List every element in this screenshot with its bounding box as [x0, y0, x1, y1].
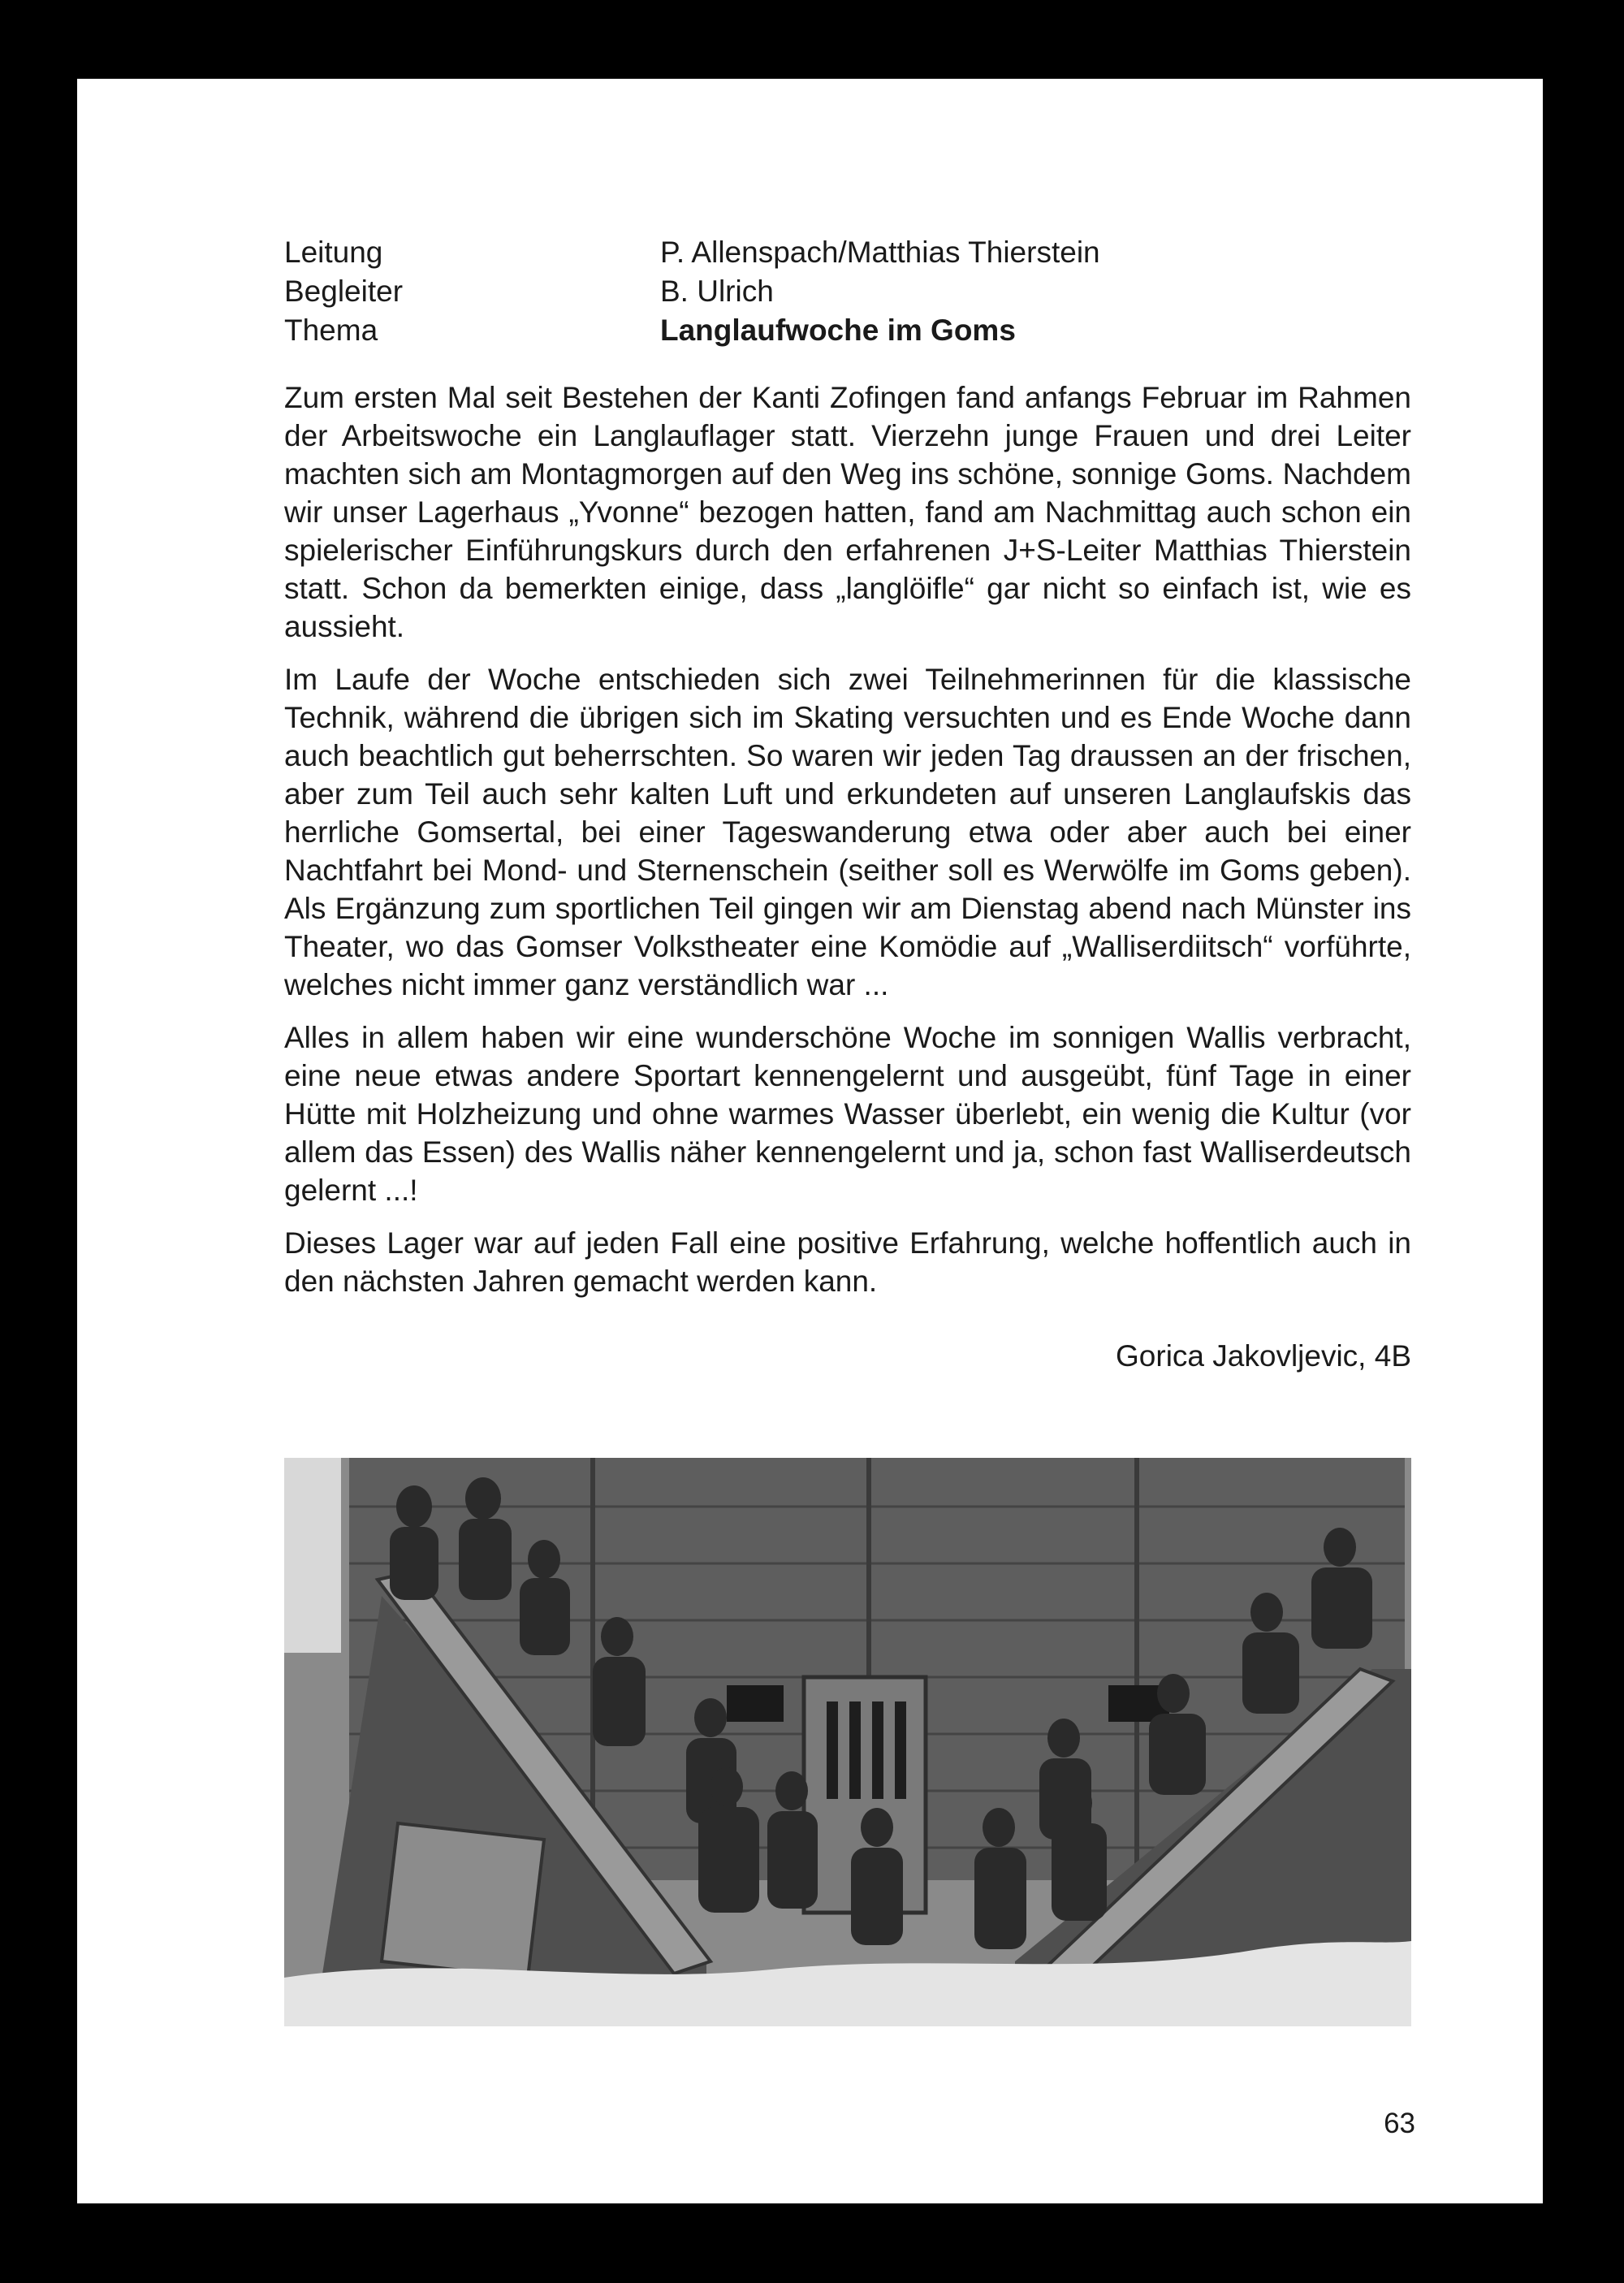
author: Gorica Jakovljevic, 4B [1116, 1339, 1411, 1373]
paragraph-1: Zum ersten Mal seit Bestehen der Kanti Zofingen fand anfangs Februar im Rahmen der Arbeitswoche ein Langlauflager statt. Vierzehn junge Frauen und drei Leiter machten sich am Montagmorgen auf den Weg ins schöne, sonnige Goms. Nachdem wir unser Lagerhaus „Yvonne“ bezogen hatten, fand am Nachmittag auch schon ein spielerischer Einführungskurs durch den erfahrenen J+S-Leiter Matthias Thierstein statt. Schon da bemerkten einige, dass „langlöifle“ gar nicht so einfach ist, wie es aussieht. [284, 381, 1411, 643]
thema-value: Langlaufwoche im Goms [660, 313, 1016, 347]
article [284, 233, 1411, 1376]
paragraph-2: Im Laufe der Woche entschieden sich zwei Teilnehmerinnen für die klassische Technik, während die übrigen sich im Skating versuchten und es Ende Woche dann auch beachtlich gut beherrschten. So waren wir jeden Tag draussen an der frischen, aber zum Teil auch sehr kalten Luft und erkundeten auf unseren Langlaufskis das herrliche Gomsertal, bei einer Tageswanderung etwa oder aber auch bei einer Nachtfahrt bei Mond- und Sternenschein (seither soll es Werwölfe im Goms geben). Als Ergänzung zum sportlichen Teil gingen wir am Dienstag abend nach Münster ins Theater, wo das Gomser Volkstheater eine Komödie auf „Walliserdiitsch“ vorführte, welches nicht immer ganz verständlich war ... [284, 663, 1411, 1001]
leitung-label: Leitung [284, 236, 383, 269]
meta-table [284, 233, 1411, 350]
group-photo-illustration [284, 1458, 1411, 2026]
begleiter-value: B. Ulrich [660, 275, 774, 308]
leitung-value: P. Allenspach/Matthias Thierstein [660, 236, 1100, 269]
page-number: 63 [1384, 2108, 1415, 2139]
begleiter-label: Begleiter [284, 275, 404, 308]
paragraph-3: Alles in allem haben wir eine wunderschöne Woche im sonnigen Wallis verbracht, eine neue etwas andere Sportart kennengelernt und ausgeübt, fünf Tage in einer Hütte mit Holzheizung und ohne warmes Wasser überlebt, ein wenig die Kultur (vor allem das Essen) des Wallis näher kennengelernt und ja, schon fast Walliserdeutsch gelernt ...! [284, 1021, 1411, 1207]
thema-label: Thema [284, 313, 378, 347]
paragraph-4: Dieses Lager war auf jeden Fall eine positive Erfahrung, welche hoffentlich auch in den nächsten Jahren gemacht werden kann. [284, 1226, 1411, 1298]
group-photo [284, 1458, 1411, 2026]
page [77, 79, 1543, 2203]
